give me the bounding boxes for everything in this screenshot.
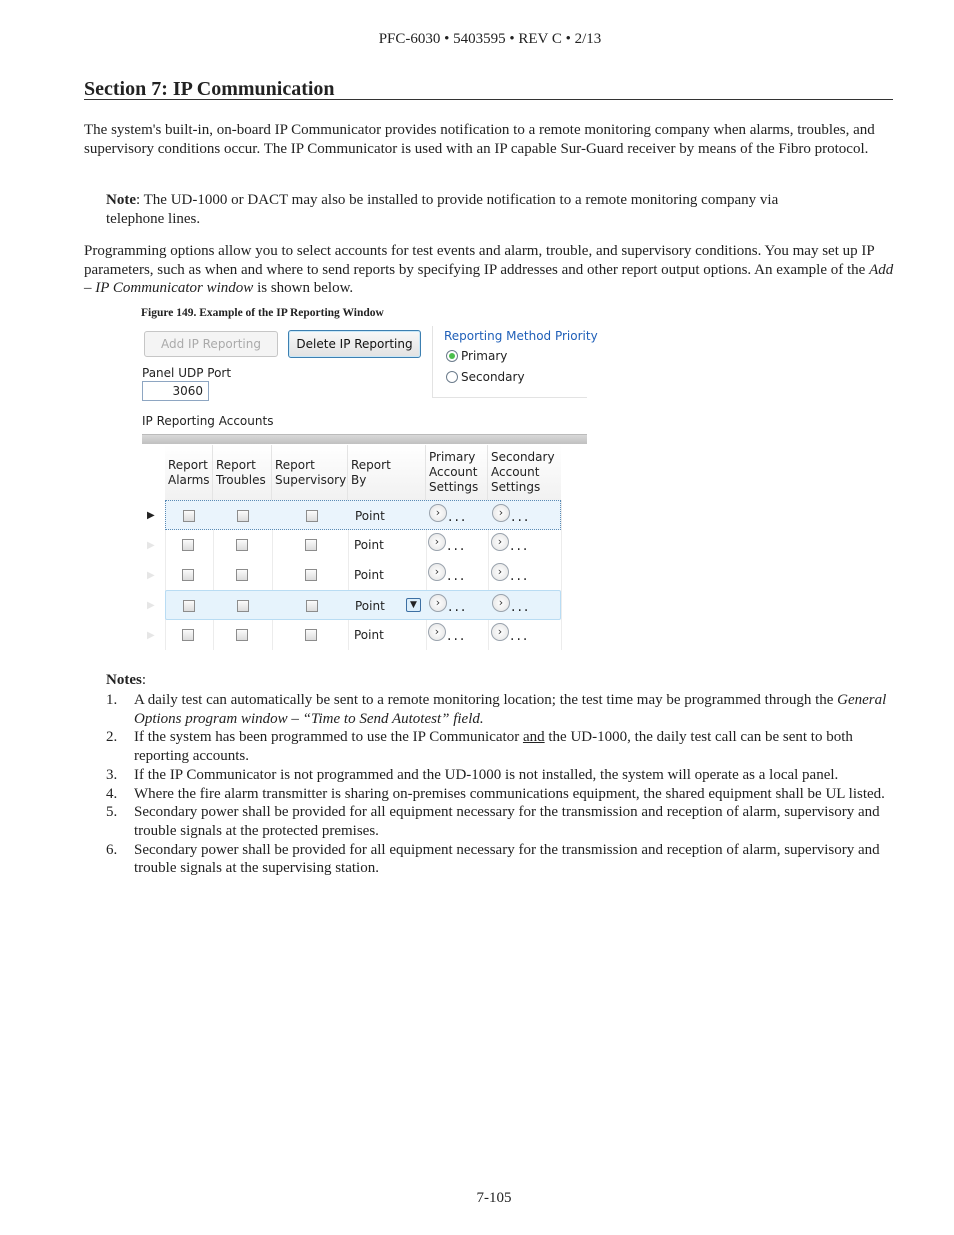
note-number: 5. bbox=[106, 804, 118, 821]
report-troubles-checkbox[interactable] bbox=[236, 569, 248, 581]
table-row[interactable] bbox=[165, 590, 561, 620]
chevron-right-icon[interactable]: › bbox=[492, 594, 510, 612]
note-text: the UD-1000, the daily test call can be sent to both reporting accounts. bbox=[134, 729, 853, 765]
panel-udp-port-label: Panel UDP Port bbox=[142, 366, 232, 380]
report-supervisory-checkbox[interactable] bbox=[305, 629, 317, 641]
note-text: : The UD-1000 or DACT may also be installed to provide notification to a remote monitoring company via telephone lines. bbox=[106, 192, 779, 227]
ellipsis: ... bbox=[510, 568, 530, 584]
programming-paragraph bbox=[84, 242, 894, 298]
chevron-right-icon[interactable]: › bbox=[428, 533, 446, 551]
radio-primary-label: Primary bbox=[461, 349, 508, 363]
ellipsis: ... bbox=[447, 568, 467, 584]
report-by-value[interactable]: Point bbox=[355, 599, 385, 613]
radio-secondary[interactable] bbox=[446, 370, 525, 384]
ip-reporting-accounts-label: IP Reporting Accounts bbox=[142, 414, 274, 428]
intro-paragraph: The system's built-in, on-board IP Communicator provides notification to a remote monitoring company when alarms, troubles, and supervisory conditions occur. The IP Communicator is used with an IP capable Sur-Guard receiver by means of the Fibro protocol. bbox=[84, 122, 875, 157]
column-header-report-by[interactable]: Report By bbox=[348, 445, 426, 500]
chevron-right-icon[interactable]: › bbox=[428, 623, 446, 641]
list-item bbox=[106, 766, 896, 785]
note-text: If the system has been programmed to use the IP Communicator bbox=[134, 729, 523, 746]
page-number bbox=[0, 1190, 954, 1207]
chevron-right-icon[interactable]: › bbox=[491, 623, 509, 641]
ellipsis: ... bbox=[510, 628, 530, 644]
row-marker-icon: ▶ bbox=[147, 540, 155, 551]
note-text: A daily test can automatically be sent to a remote monitoring location; the test time may be programmed through the bbox=[134, 692, 838, 708]
panel-udp-port-input[interactable]: 3060 bbox=[142, 381, 209, 401]
chevron-right-icon[interactable]: › bbox=[429, 504, 447, 522]
ellipsis: ... bbox=[510, 538, 530, 554]
chevron-right-icon[interactable]: › bbox=[428, 563, 446, 581]
column-header-report-supervisory[interactable]: Report Supervisory bbox=[272, 445, 348, 500]
chevron-down-icon[interactable]: ▼ bbox=[406, 598, 421, 612]
note-number: 4. bbox=[106, 785, 118, 802]
report-by-value[interactable]: Point bbox=[354, 568, 384, 582]
table-row[interactable] bbox=[165, 560, 561, 590]
ellipsis: ... bbox=[511, 599, 531, 615]
column-header-secondary-account-settings[interactable]: Secondary Account Settings bbox=[491, 450, 555, 494]
list-item bbox=[106, 803, 896, 840]
reporting-method-priority-title: Reporting Method Priority bbox=[444, 329, 598, 343]
figure-caption: Figure 149. Example of the IP Reporting Window bbox=[141, 307, 384, 319]
notes-list bbox=[106, 691, 896, 878]
chevron-right-icon[interactable]: › bbox=[491, 533, 509, 551]
note-text: Secondary power shall be provided for all equipment necessary for the transmission and reception of alarm, supervisory and trouble signals at the protected premises. bbox=[134, 804, 880, 839]
radio-button-icon[interactable] bbox=[446, 350, 458, 362]
report-supervisory-checkbox[interactable] bbox=[306, 600, 318, 612]
radio-primary[interactable] bbox=[446, 349, 507, 363]
report-by-value[interactable]: Point bbox=[355, 509, 385, 523]
page-header bbox=[0, 31, 954, 48]
notes-label-text: Notes bbox=[106, 672, 142, 688]
report-supervisory-checkbox[interactable] bbox=[305, 569, 317, 581]
notes-label: Notes: bbox=[106, 672, 146, 688]
chevron-right-icon[interactable]: › bbox=[492, 504, 510, 522]
list-item bbox=[106, 691, 896, 728]
column-header-report-alarms[interactable]: Report Alarms bbox=[165, 445, 213, 500]
para2-text-before: Programming options allow you to select accounts for test events and alarm, trouble, and supervisory conditions. You may set up IP parameters, such as when and where to send reports by specifying IP addresses and other report output options. An example of the bbox=[84, 243, 875, 278]
current-row-arrow-icon: ▶ bbox=[147, 510, 155, 521]
note-text: Secondary power shall be provided for all equipment necessary for the transmission and reception of alarm, supervisory and trouble signals at the supervising station. bbox=[134, 841, 880, 877]
report-troubles-checkbox[interactable] bbox=[236, 629, 248, 641]
add-ip-reporting-button[interactable]: Add IP Reporting bbox=[144, 331, 278, 357]
report-alarms-checkbox[interactable] bbox=[183, 600, 195, 612]
page-number-text: 7-105 bbox=[476, 1190, 512, 1206]
ellipsis: ... bbox=[447, 628, 467, 644]
table-row[interactable] bbox=[165, 530, 561, 560]
report-by-value[interactable]: Point bbox=[354, 538, 384, 552]
primary-account-settings-button[interactable] bbox=[429, 504, 468, 525]
row-marker-icon: ▶ bbox=[147, 600, 155, 611]
ellipsis: ... bbox=[447, 538, 467, 554]
reporting-method-priority-group bbox=[432, 326, 598, 398]
ellipsis: ... bbox=[511, 509, 531, 525]
ellipsis: ... bbox=[448, 599, 468, 615]
report-alarms-checkbox[interactable] bbox=[183, 510, 195, 522]
note-paragraph bbox=[106, 191, 826, 228]
report-troubles-checkbox[interactable] bbox=[236, 539, 248, 551]
radio-secondary-label: Secondary bbox=[461, 370, 525, 384]
radio-button-icon[interactable] bbox=[446, 371, 458, 383]
list-item bbox=[106, 785, 896, 804]
ellipsis: ... bbox=[448, 509, 468, 525]
delete-ip-reporting-button[interactable]: Delete IP Reporting bbox=[288, 330, 421, 358]
primary-account-settings-button[interactable] bbox=[429, 594, 468, 615]
secondary-account-settings-button[interactable] bbox=[492, 504, 531, 525]
para2-window-name: Add – IP Communicator window bbox=[84, 261, 894, 297]
note-number: 3. bbox=[106, 766, 118, 783]
list-item bbox=[106, 841, 896, 878]
ip-reporting-window bbox=[140, 324, 598, 654]
report-troubles-checkbox[interactable] bbox=[237, 510, 249, 522]
para2-text-after: is shown below. bbox=[253, 280, 354, 297]
primary-account-settings-button[interactable] bbox=[428, 533, 467, 554]
note-label: Note bbox=[106, 192, 136, 208]
note-text: If the IP Communicator is not programmed and the UD-1000 is not installed, the system will operate as a local panel. bbox=[134, 766, 839, 783]
note-underlined-text: and bbox=[522, 729, 545, 746]
report-troubles-checkbox[interactable] bbox=[237, 600, 249, 612]
list-item bbox=[106, 728, 896, 765]
primary-account-settings-button[interactable] bbox=[428, 623, 467, 644]
note-number: 2. bbox=[106, 729, 118, 746]
table-row[interactable] bbox=[165, 500, 561, 530]
header-text: PFC-6030 • 5403595 • REV C • 2/13 bbox=[378, 31, 602, 47]
primary-account-settings-button[interactable] bbox=[428, 563, 467, 584]
note-number: 1. bbox=[106, 692, 118, 708]
horizontal-scrollbar[interactable] bbox=[142, 434, 587, 444]
secondary-account-settings-button[interactable] bbox=[491, 533, 530, 554]
note-number: 6. bbox=[106, 841, 118, 858]
chevron-right-icon[interactable]: › bbox=[491, 563, 509, 581]
secondary-account-settings-button[interactable] bbox=[491, 563, 530, 584]
table-row[interactable] bbox=[165, 620, 561, 650]
chevron-right-icon[interactable]: › bbox=[429, 594, 447, 612]
row-marker-icon: ▶ bbox=[147, 570, 155, 581]
report-alarms-checkbox[interactable] bbox=[182, 629, 194, 641]
column-header-primary-account-settings[interactable]: Primary Account Settings bbox=[426, 445, 488, 500]
report-supervisory-checkbox[interactable] bbox=[305, 539, 317, 551]
column-header-report-troubles[interactable]: Report Troubles bbox=[213, 445, 272, 500]
note-italic-text: General Options program window – “Time to Send Autotest” field. bbox=[134, 692, 887, 727]
grid-header bbox=[165, 445, 561, 501]
report-by-value[interactable]: Point bbox=[354, 628, 384, 642]
secondary-account-settings-button[interactable] bbox=[491, 623, 530, 644]
row-marker-icon: ▶ bbox=[147, 630, 155, 641]
report-alarms-checkbox[interactable] bbox=[182, 539, 194, 551]
report-alarms-checkbox[interactable] bbox=[182, 569, 194, 581]
note-text: Where the fire alarm transmitter is sharing on-premises communications equipment, the shared equipment shall be UL listed. bbox=[134, 785, 885, 802]
secondary-account-settings-button[interactable] bbox=[492, 594, 531, 615]
grid-divider bbox=[561, 500, 562, 650]
report-supervisory-checkbox[interactable] bbox=[306, 510, 318, 522]
section-title: Section 7: IP Communication bbox=[84, 78, 893, 100]
